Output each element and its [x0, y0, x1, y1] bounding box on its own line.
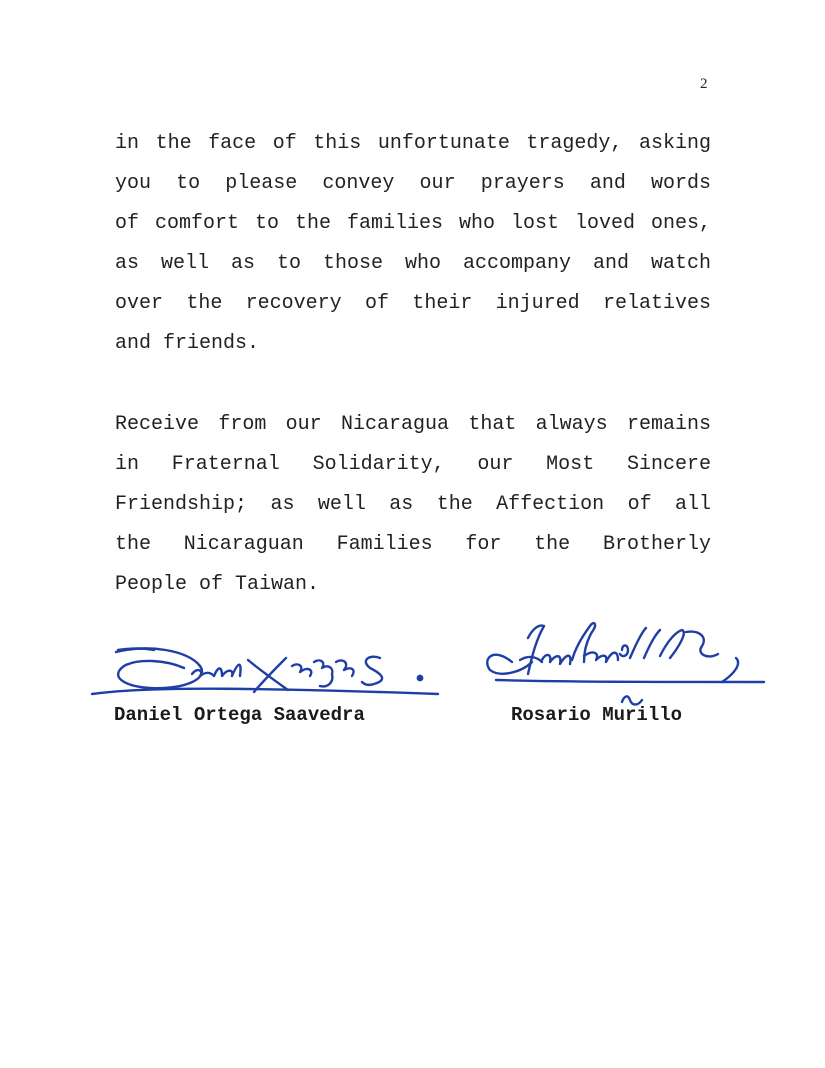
paragraph-line: in Fraternal Solidarity, our Most Sincere: [115, 453, 711, 477]
paragraph-line: of comfort to the families who lost loved ones,: [115, 212, 711, 236]
paragraph-line: Friendship; as well as the Affection of all: [115, 493, 711, 517]
paragraph-line: Receive from our Nicaragua that always remains: [115, 413, 711, 436]
paragraph-line: you to please convey our prayers and words: [115, 172, 711, 196]
paragraph-line: and friends.: [115, 332, 260, 356]
paragraph-line: People of Taiwan.: [115, 573, 320, 597]
signer-name-murillo: Rosario Murillo: [511, 704, 683, 726]
letter-paragraph-2: [115, 405, 711, 605]
letter-paragraph-1: [115, 124, 711, 365]
page-number: 2: [700, 76, 708, 92]
paragraph-line: in the face of this unfortunate tragedy, asking: [115, 132, 711, 155]
paragraph-line: over the recovery of their injured relatives: [115, 292, 711, 316]
signature-murillo: [472, 610, 772, 710]
paragraph-line: as well as to those who accompany and watch: [115, 252, 711, 276]
signer-name-ortega: Daniel Ortega Saavedra: [114, 704, 365, 726]
signature-ortega: [88, 636, 448, 706]
paragraph-line: the Nicaraguan Families for the Brotherly: [115, 533, 711, 557]
